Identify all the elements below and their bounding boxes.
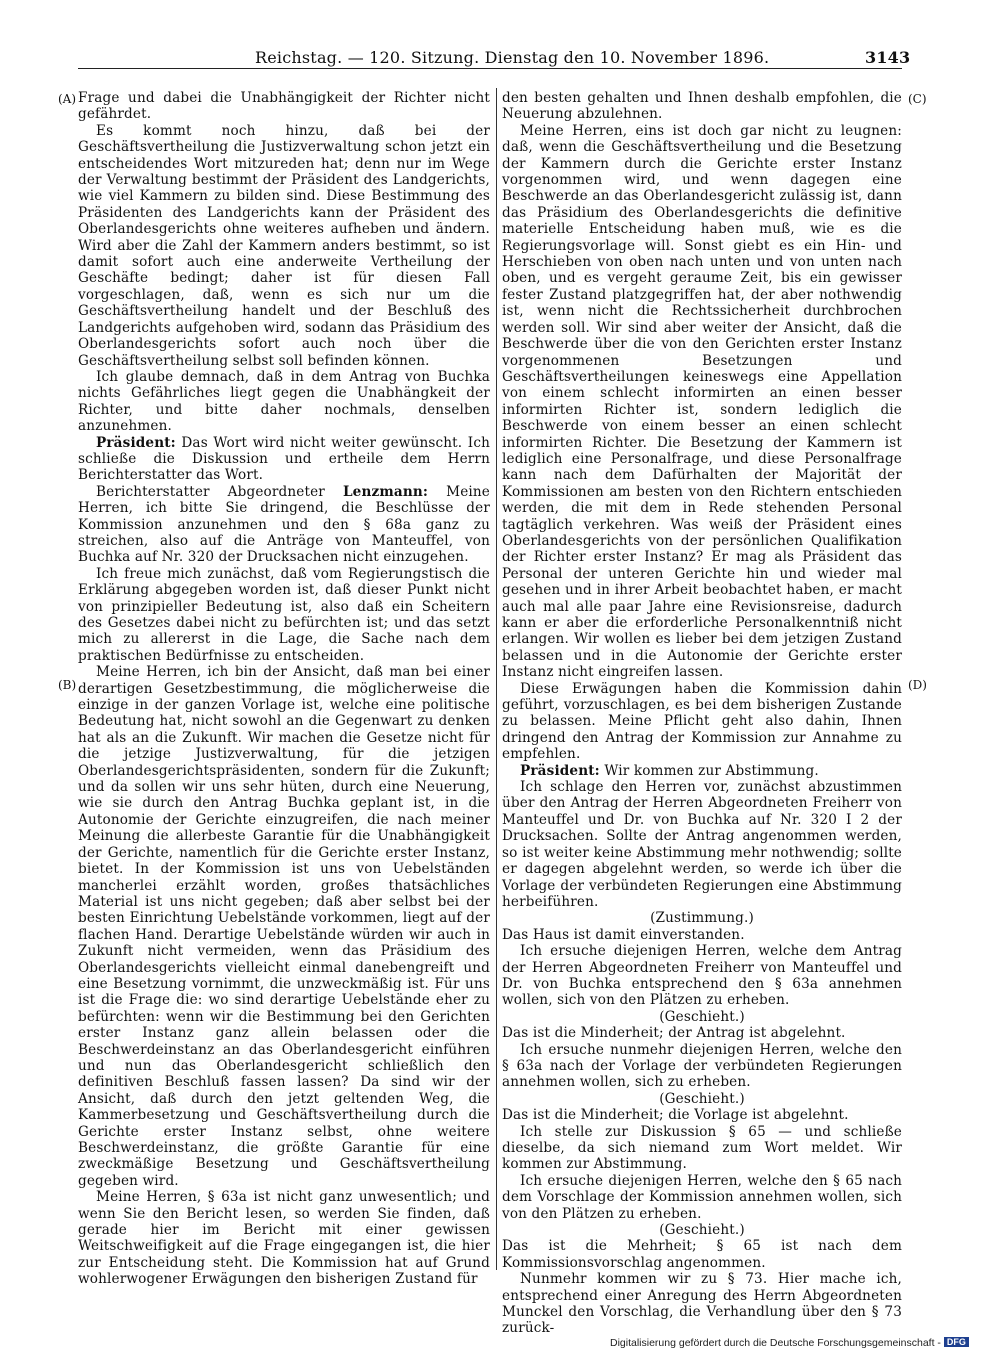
margin-marker-a: (A) xyxy=(58,92,77,106)
header-rule xyxy=(78,68,902,69)
margin-marker-d: (D) xyxy=(908,678,927,692)
left-column xyxy=(78,90,490,1288)
stage-direction: (Geschieht.) xyxy=(659,1008,745,1025)
paragraph: Diese Erwägungen haben die Kommission dahin geführt, vorzuschlagen, es bei dem bisherigen Zustande zu belassen. Meine Pflicht geht also dahin, Ihnen dringend den Antrag der Kommission zur Annahme zu empfehlen. xyxy=(502,680,902,763)
paragraph: Präsident: Das Wort wird nicht weiter gewünscht. Ich schließe die Diskussion und ertheile dem Herrn Berichterstatter das Wort. xyxy=(78,434,490,484)
margin-marker-b: (B) xyxy=(58,678,77,692)
footer-credit xyxy=(610,1337,969,1349)
paragraph: den besten gehalten und Ihnen deshalb empfohlen, die Neuerung abzulehnen. xyxy=(502,90,902,123)
right-column xyxy=(502,90,902,1337)
column-divider xyxy=(496,88,497,1270)
paragraph: Das ist die Mehrheit; § 65 ist nach dem Kommissionsvorschlag angenommen. xyxy=(502,1238,902,1271)
speaker-label: Lenzmann: xyxy=(342,483,429,500)
dfg-logo: DFG xyxy=(944,1337,969,1347)
paragraph: Ich ersuche nunmehr diejenigen Herren, welche den § 63a nach der Vorlage der verbündeten Regierungen annehmen wollen, sich zu erheben. xyxy=(502,1041,902,1091)
stage-direction: (Geschieht.) xyxy=(659,1222,745,1239)
speaker-label: Präsident: xyxy=(520,762,600,779)
page-number: 3143 xyxy=(865,48,911,67)
paragraph: Ich freue mich zunächst, daß vom Regierungstisch die Erklärung abgegeben worden ist, daß dieser Punkt nicht von prinzipieller Bedeutung ist, also daß ein Scheitern des Gesetzes dabei nicht zu befürchten ist; und das setzt mich zu allererst in die Lage, die Sache nach dem praktischen Bedürfnisse zu entscheiden. xyxy=(78,565,490,664)
paragraph: Ich stelle zur Diskussion § 65 — und schließe dieselbe, da sich niemand zum Wort meldet. Wir kommen zur Abstimmung. xyxy=(502,1123,902,1173)
stage-direction: (Geschieht.) xyxy=(659,1090,745,1107)
paragraph: Frage und dabei die Unabhängigkeit der Richter nicht gefährdet. xyxy=(78,90,490,123)
speaker-label: Präsident: xyxy=(96,434,176,451)
paragraph: Es kommt noch hinzu, daß bei der Geschäftsvertheilung die Justizverwaltung schon jetzt ein entscheidendes Wort mitzureden hat; denn nur im Wege der Verwaltung bestimmt der Präsident des Landgerichts, wie viel Kammern zu bilden sind. Diese Bestimmung des Präsidenten des Landgerichts kann der Präsident des Oberlandesgerichts ohne weiteres aufheben und ändern. Wird aber die Zahl der Kammern anders bestimmt, so ist damit sofort auch eine anderweite Vertheilung der Geschäfte bedingt; daher ist für diesen Fall vorgeschlagen, daß, wenn es sich nur um die Geschäftsvertheilung handelt und der Beschluß des Landgerichts aufgehoben wird, sodann das Präsidium des Oberlandesgerichts sofort auch noch über die Geschäftsvertheilung selbst soll befinden können. xyxy=(78,122,490,369)
paragraph: Meine Herren, § 63a ist nicht ganz unwesentlich; und wenn Sie den Bericht lesen, so werden Sie finden, daß gerade hier im Bericht mit einer gewissen Weitschweifigkeit auf die Frage eingegangen ist, die hier zur Entscheidung steht. Die Kommission hat auf Grund wohlerwogener Erwägungen den bisherigen Zustand für xyxy=(78,1189,490,1288)
page-header-title: Reichstag. — 120. Sitzung. Dienstag den 10. November 1896. xyxy=(255,48,770,67)
paragraph: Ich glaube demnach, daß in dem Antrag von Buchka nichts Gefährliches liegt gegen die Unabhängkeit der Richter, und bitte daher nochmals, denselben anzunehmen. xyxy=(78,368,490,435)
paragraph: Das Haus ist damit einverstanden. xyxy=(502,926,745,943)
paragraph: Präsident: Wir kommen zur Abstimmung. xyxy=(520,762,819,779)
paragraph: Das ist die Minderheit; der Antrag ist abgelehnt. xyxy=(502,1025,846,1042)
stage-direction: (Zustimmung.) xyxy=(650,910,754,927)
paragraph: Das ist die Minderheit; die Vorlage ist abgelehnt. xyxy=(502,1107,849,1124)
paragraph: Nunmehr kommen wir zu § 73. Hier mache ich, entsprechend einer Anregung des Herrn Abgeordneten Munckel den Vorschlag, die Verhandlung über den § 73 zurück- xyxy=(502,1271,902,1337)
footer-text: Digitalisierung gefördert durch die Deutsche Forschungsgemeinschaft - xyxy=(610,1337,941,1349)
paragraph: Meine Herren, ich bin der Ansicht, daß man bei einer derartigen Gesetzbestimmung, die möglicherweise die einzige in der ganzen Vorlage ist, welche eine politische Bedeutung hat, nicht sowohl an die Gegenwart zu denken hat als an die Zukunft. Wir machen die Gesetze nicht für die jetzige Justizverwaltung, für die jetzigen Oberlandesgerichtspräsidenten, sondern für die Zukunft; und da sollen wir uns sehr hüten, durch eine Neuerung, wie sie durch den Antrag Buchka geplant ist, in die Autonomie der Gerichte einzugreifen, die nach meiner Meinung die allerbeste Garantie für die Unabhängigkeit der Gerichte, namentlich für die Gerichte erster Instanz, bietet. In der Kommission ist uns von Uebelständen mancherlei erzählt worden, großes thatsächliches Material ist uns nicht gegeben; daß aber selbst bei der besten Einrichtung Uebelstände vorkommen, liegt auf der flachen Hand. Derartige Uebelstände würden wir auch in Zukunft nicht vermeiden, wenn das Präsidium des Oberlandesgerichts vielleicht einmal danebengreift und eine Besetzung vornimmt, die unzweckmäßig ist. Für uns ist die Frage die: wo sind derartige Uebelstände eher zu befürchten: wenn wir die Bestimmung bei den Gerichten erster Instanz ganz allein belassen oder die Beschwerdeinstanz an das Oberlandesgericht einführen und nun das Oberlandesgericht schließlich den definitiven Beschluß fassen lassen? Da sind wir der Ansicht, daß durch den jetzt geltenden Weg, die Kammerbesetzung und Geschäftsvertheilung durch die Gerichte erster Instanz selbst, ohne weitere Beschwerdeinstanz, die größte Garantie für eine zweckmäßige Besetzung und Geschäftsvertheilung gegeben wird. xyxy=(78,664,490,1189)
paragraph: Berichterstatter Abgeordneter Lenzmann: Meine Herren, ich bitte Sie dringend, die Beschlüsse der Kommission anzunehmen und den § 68a ganz zu streichen, also auf die Anträge von Manteuffel, von Buchka auf Nr. 320 der Drucksachen nicht einzugehen. xyxy=(78,483,490,566)
paragraph: Ich schlage den Herren vor, zunächst abzustimmen über den Antrag der Herren Abgeordneten Freiherr von Manteuffel und Dr. von Buchka auf Nr. 320 I 2 der Drucksachen. Sollte der Antrag angenommen werden, so ist weiter keine Abstimmung mehr nothwendig; sollte er dagegen abgelehnt werden, so werde ich über die Vorlage der verbündeten Regierungen eine Abstimmung herbeiführen. xyxy=(502,779,902,910)
paragraph: Ich ersuche diejenigen Herren, welche den § 65 nach dem Vorschlage der Kommission annehmen wollen, sich von den Plätzen zu erheben. xyxy=(502,1172,902,1222)
paragraph: Ich ersuche diejenigen Herren, welche dem Antrag der Herren Abgeordneten Freiherr von Manteuffel und Dr. von Buchka entsprechend den § 63a annehmen wollen, sich von den Plätzen zu erheben. xyxy=(502,943,902,1009)
margin-marker-c: (C) xyxy=(908,92,927,106)
paragraph: Meine Herren, eins ist doch gar nicht zu leugnen: daß, wenn die Geschäftsvertheilung und die Besetzung der Kammern durch die Gerichte erster Instanz vorgenommen wird, und wenn dagegen eine Beschwerde an das Oberlandesgericht zulässig ist, dann das Präsidium des Oberlandesgerichts die definitive materielle Entscheidung haben muß, wie es die Regierungsvorlage will. Sonst giebt es ein Hin- und Herschieben von oben nach unten und von unten nach oben, und es vergeht geraume Zeit, bis ein gewisser fester Zustand platzgegriffen hat, der aber nothwendig ist, wenn nicht die Rechtssicherheit durchbrochen werden soll. Wir sind aber weiter der Ansicht, daß die Beschwerde über die von den Gerichten erster Instanz vorgenommenen Besetzungen und Geschäftsvertheilungen keineswegs eine Appellation von einem schlecht informirten an einen besser informirten Richter ist, sondern lediglich die Beschwerde von einem besser an einen schlecht informirten Richter. Die Besetzung der Kammern ist lediglich eine Personalfrage, und diese Personalfrage kann nach dem Dafürhalten der Majorität der Kommissionen am besten von den Richtern entschieden werden, die mit dem in Rede stehenden Personal tagtäglich verkehren. Was weiß der Präsident eines Oberlandesgerichts von der persönlichen Qualifikation der Richter erster Instanz? Er mag als Präsident das Personal der unteren Gerichte hin und wieder mal gesehen und in ihrer Arbeit beobachtet haben, er macht auch mal alle paar Jahre eine Revisionsreise, dadurch kann er aber die erforderliche Personalkenntniß nicht erlangen. Wir wollen es lieber bei dem jetzigen Zustand belassen und in die Autonomie der Gerichte erster Instanz nicht eingreifen lassen. xyxy=(502,122,902,681)
